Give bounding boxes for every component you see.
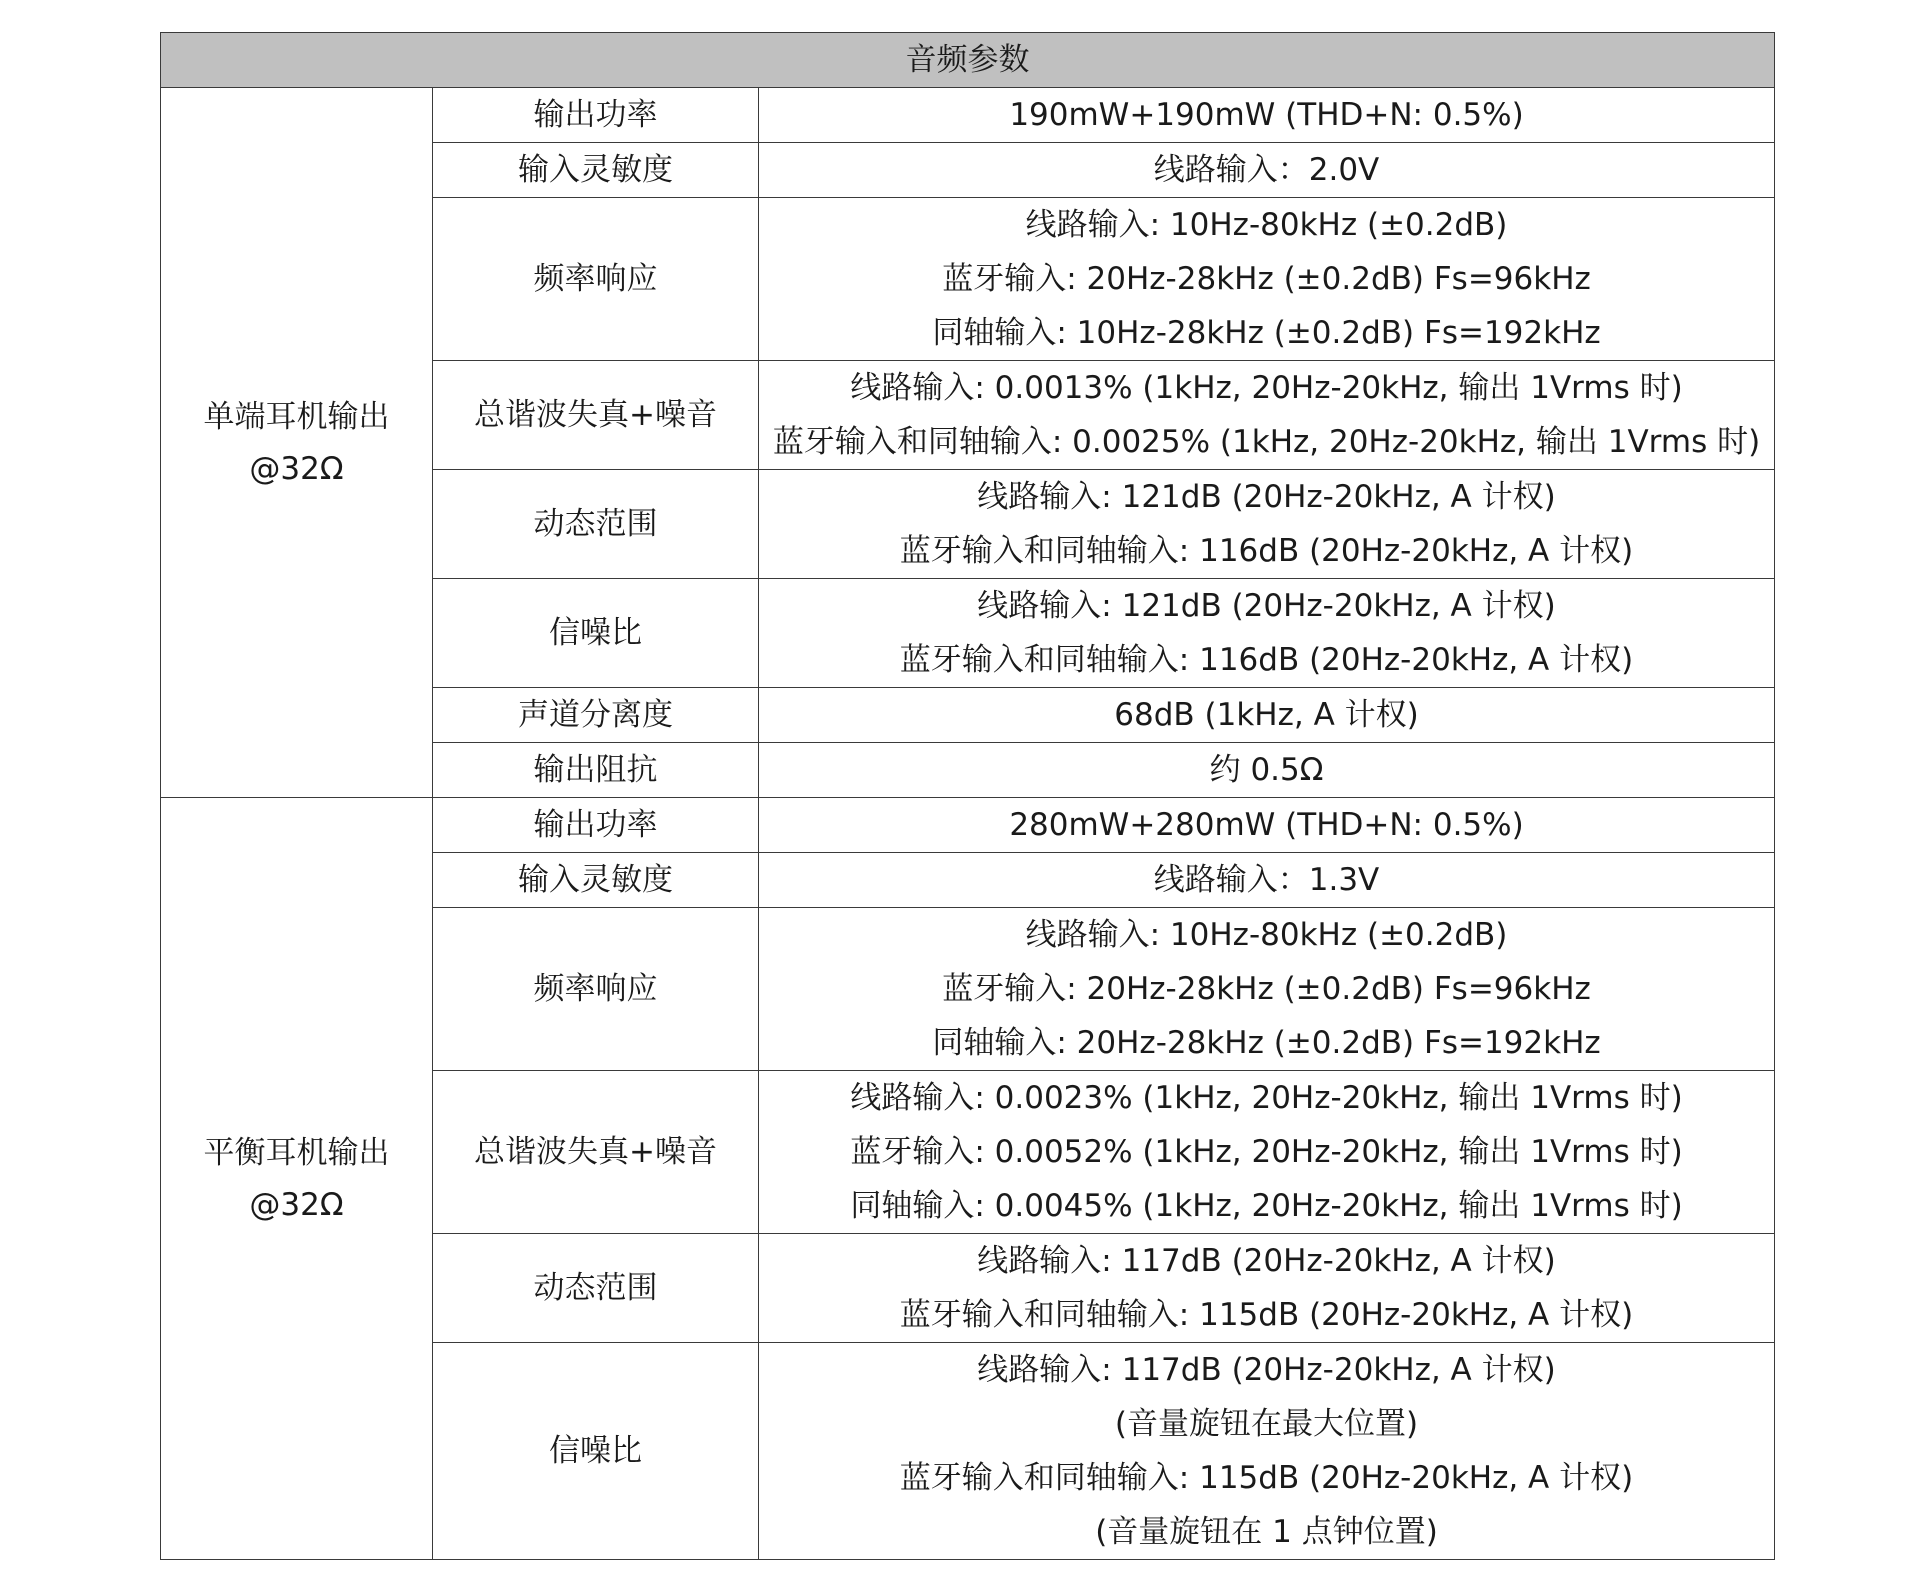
value-line: 约 0.5Ω: [1209, 752, 1324, 788]
value-line: 280mW+280mW (THD+N: 0.5%): [1009, 807, 1524, 843]
parameter-name: 输入灵敏度: [433, 853, 759, 908]
value-line: 线路输入: 10Hz-80kHz (±0.2dB): [1025, 207, 1508, 243]
value-line: 蓝牙输入和同轴输入: 116dB (20Hz-20kHz, A 计权): [899, 642, 1634, 678]
parameter-value: [759, 143, 1775, 198]
value-line: 线路输入: 117dB (20Hz-20kHz, A 计权): [977, 1243, 1556, 1279]
value-line: 蓝牙输入和同轴输入: 0.0025% (1kHz, 20Hz-20kHz, 输出 1Vrms 时): [772, 424, 1761, 460]
audio-spec-table: [160, 32, 1775, 1560]
parameter-name: 频率响应: [433, 198, 759, 361]
value-line: 同轴输入: 20Hz-28kHz (±0.2dB) Fs=192kHz: [932, 1025, 1601, 1061]
parameter-value: [759, 198, 1775, 361]
section-label-line: 单端耳机输出: [203, 398, 390, 435]
value-line: 190mW+190mW (THD+N: 0.5%): [1009, 97, 1524, 133]
parameter-value: [759, 1234, 1775, 1343]
parameter-value: [759, 908, 1775, 1071]
value-line: 蓝牙输入和同轴输入: 115dB (20Hz-20kHz, A 计权): [899, 1297, 1634, 1333]
table-row: [161, 798, 1775, 853]
section-label: [161, 88, 433, 798]
value-line: 线路输入: 121dB (20Hz-20kHz, A 计权): [977, 479, 1556, 515]
parameter-name: 总谐波失真+噪音: [433, 1071, 759, 1234]
parameter-name: 输出功率: [433, 798, 759, 853]
value-line: (音量旋钮在最大位置): [1114, 1406, 1419, 1442]
table-row: [161, 88, 1775, 143]
parameter-value: [759, 1343, 1775, 1560]
value-line: 线路输入: 0.0013% (1kHz, 20Hz-20kHz, 输出 1Vrms 时): [850, 370, 1683, 406]
parameter-name: 声道分离度: [433, 688, 759, 743]
parameter-name: 输出功率: [433, 88, 759, 143]
parameter-name: 频率响应: [433, 908, 759, 1071]
value-line: 线路输入: 0.0023% (1kHz, 20Hz-20kHz, 输出 1Vrms 时): [850, 1080, 1683, 1116]
value-line: 线路输入：2.0V: [1153, 152, 1380, 188]
value-line: 同轴输入: 10Hz-28kHz (±0.2dB) Fs=192kHz: [932, 315, 1601, 351]
parameter-value: [759, 688, 1775, 743]
parameter-value: [759, 1071, 1775, 1234]
value-line: 线路输入：1.3V: [1153, 862, 1380, 898]
section-label: [161, 798, 433, 1560]
spec-table-body: [161, 33, 1775, 1560]
value-line: 蓝牙输入: 0.0052% (1kHz, 20Hz-20kHz, 输出 1Vrms 时): [850, 1134, 1683, 1170]
parameter-value: [759, 88, 1775, 143]
parameter-value: [759, 743, 1775, 798]
value-line: 蓝牙输入和同轴输入: 116dB (20Hz-20kHz, A 计权): [899, 533, 1634, 569]
parameter-name: 信噪比: [433, 579, 759, 688]
value-line: 同轴输入: 0.0045% (1kHz, 20Hz-20kHz, 输出 1Vrms 时): [850, 1188, 1683, 1224]
section-label-line: @32Ω: [249, 450, 344, 487]
parameter-name: 动态范围: [433, 470, 759, 579]
table-title: 音频参数: [161, 33, 1775, 88]
parameter-name: 输出阻抗: [433, 743, 759, 798]
parameter-name: 总谐波失真+噪音: [433, 361, 759, 470]
section-label-line: @32Ω: [249, 1186, 344, 1223]
parameter-name: 动态范围: [433, 1234, 759, 1343]
value-line: 68dB (1kHz, A 计权): [1114, 697, 1419, 733]
value-line: 蓝牙输入: 20Hz-28kHz (±0.2dB) Fs=96kHz: [942, 261, 1591, 297]
parameter-name: 输入灵敏度: [433, 143, 759, 198]
parameter-value: [759, 798, 1775, 853]
value-line: (音量旋钮在 1 点钟位置): [1095, 1514, 1438, 1550]
value-line: 蓝牙输入和同轴输入: 115dB (20Hz-20kHz, A 计权): [899, 1460, 1634, 1496]
parameter-value: [759, 361, 1775, 470]
value-line: 线路输入: 121dB (20Hz-20kHz, A 计权): [977, 588, 1556, 624]
value-line: 线路输入: 117dB (20Hz-20kHz, A 计权): [977, 1352, 1556, 1388]
parameter-value: [759, 470, 1775, 579]
title-row: [161, 33, 1775, 88]
parameter-value: [759, 579, 1775, 688]
section-label-line: 平衡耳机输出: [203, 1134, 390, 1171]
parameter-value: [759, 853, 1775, 908]
value-line: 线路输入: 10Hz-80kHz (±0.2dB): [1025, 917, 1508, 953]
parameter-name: 信噪比: [433, 1343, 759, 1560]
value-line: 蓝牙输入: 20Hz-28kHz (±0.2dB) Fs=96kHz: [942, 971, 1591, 1007]
